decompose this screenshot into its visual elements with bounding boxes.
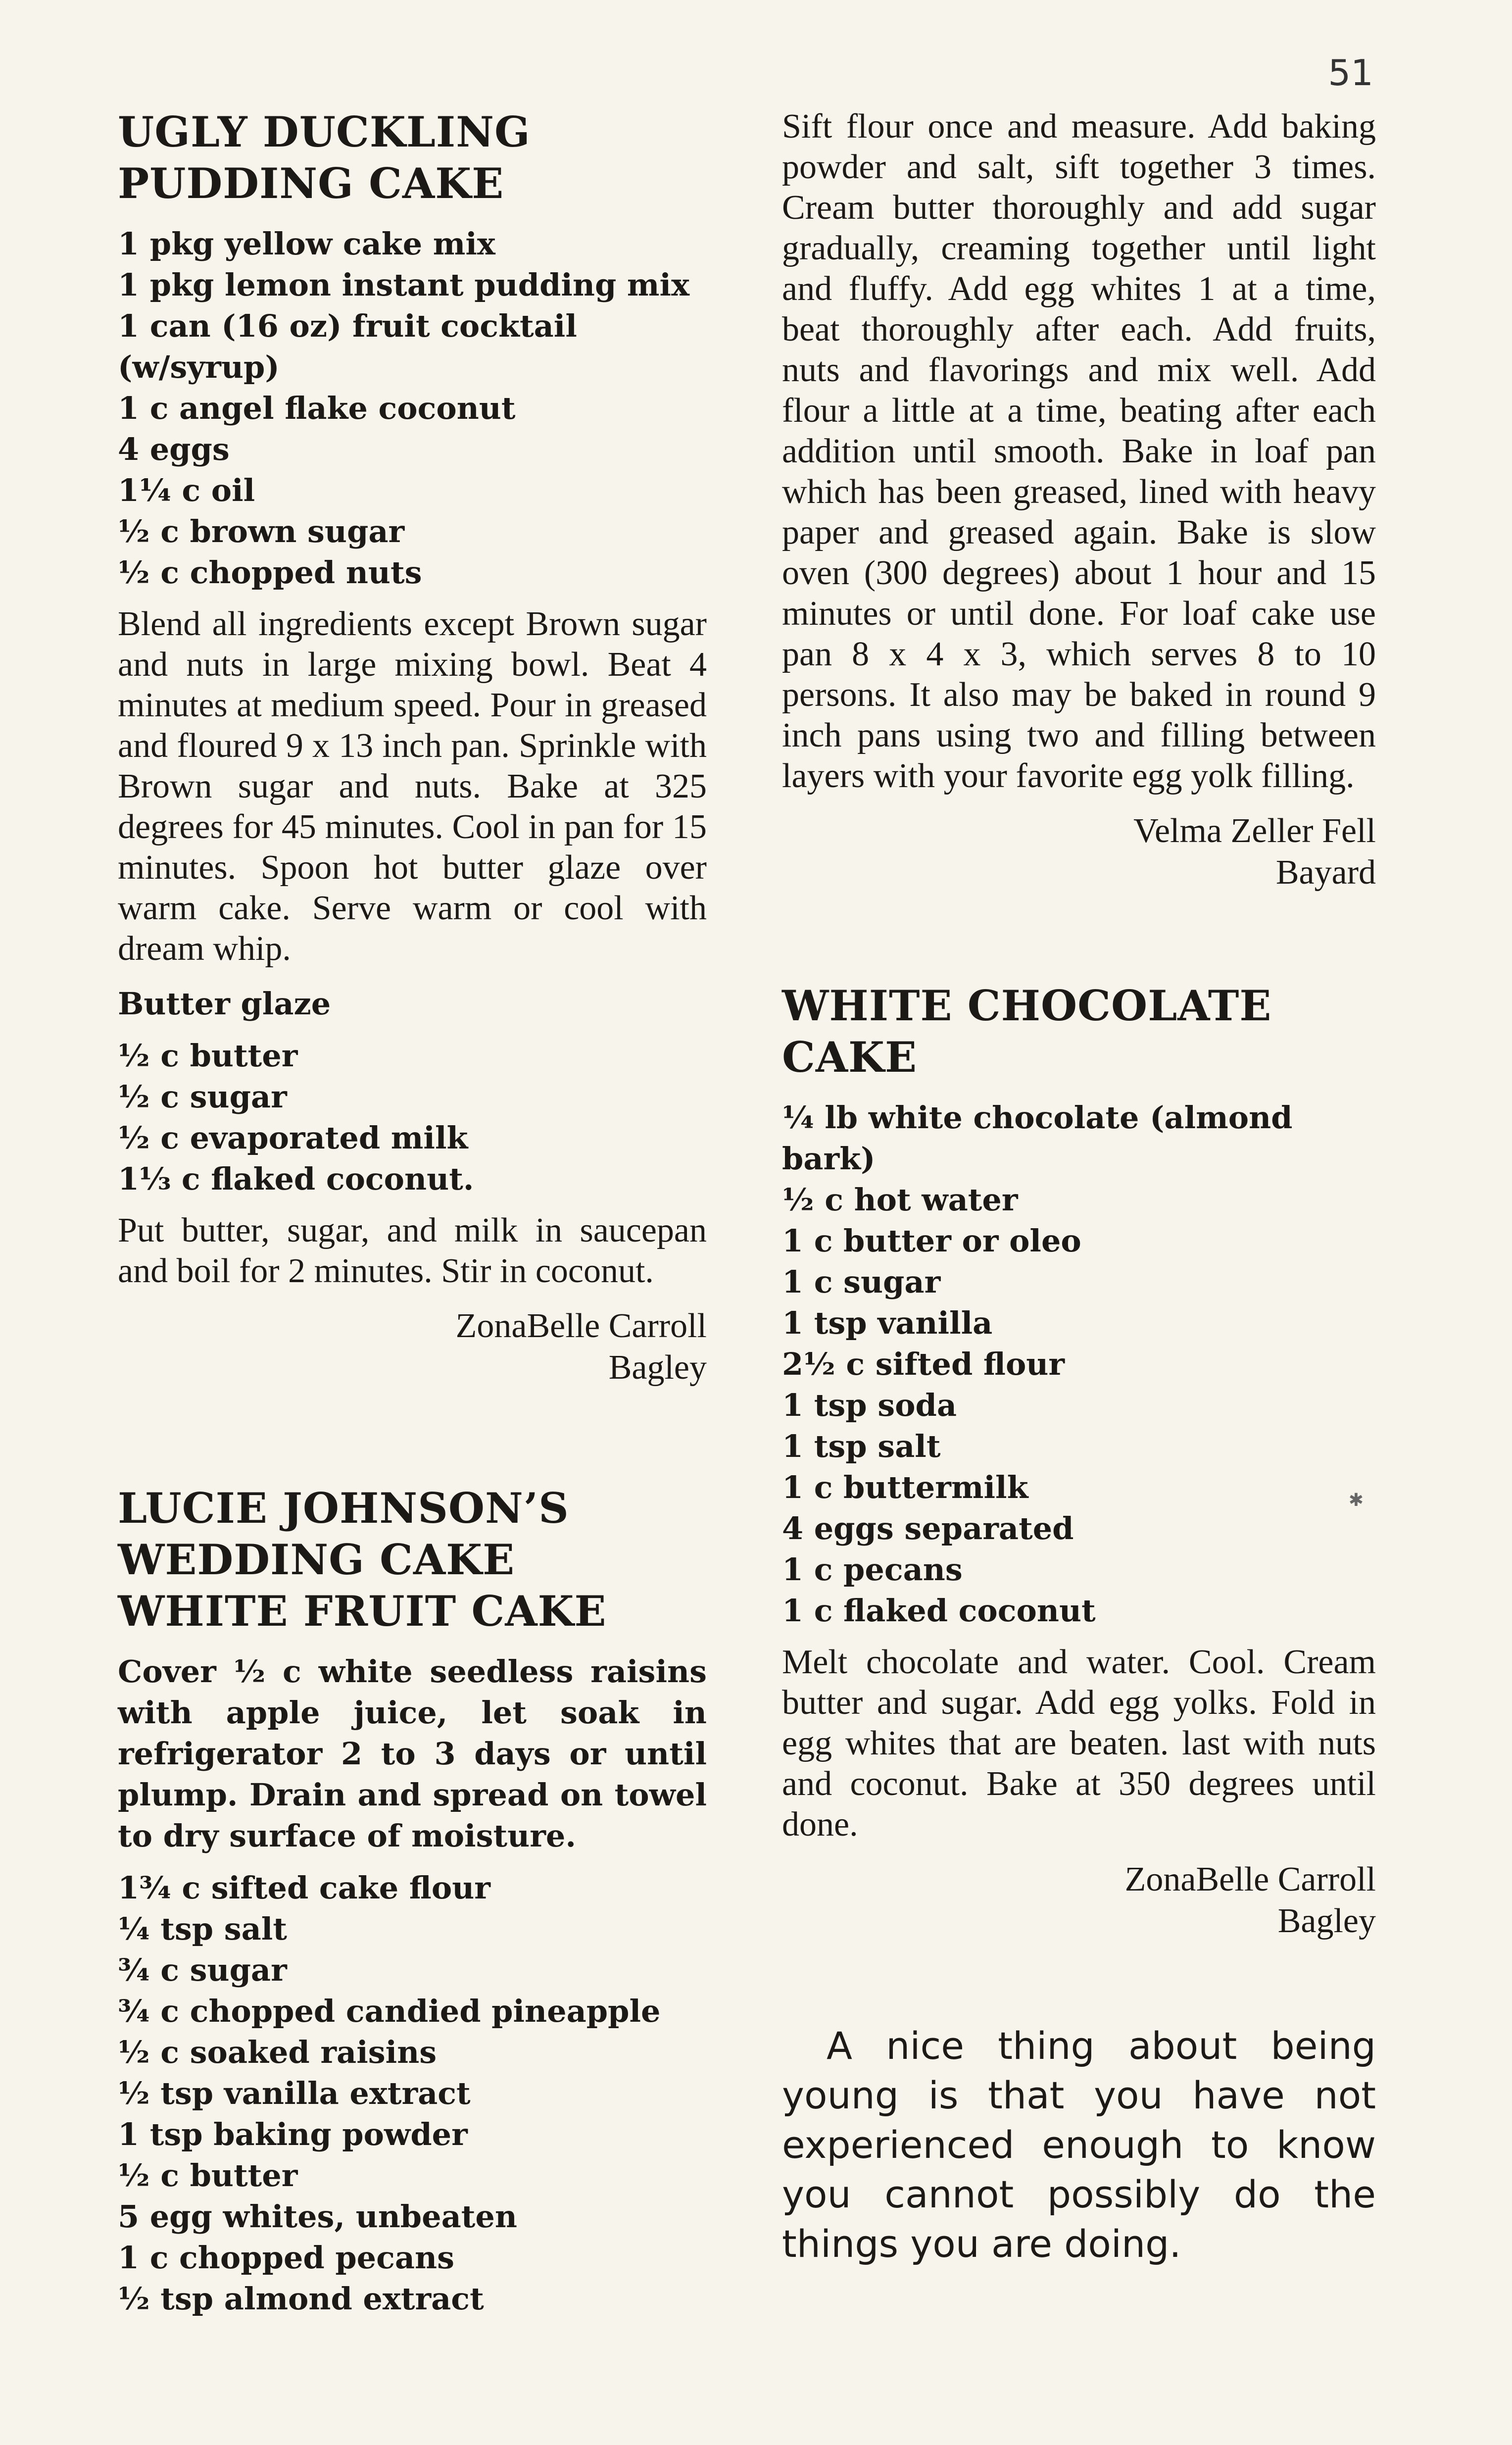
title-line: UGLY DUCKLING [118, 107, 531, 156]
ingredient: 1 can (16 oz) fruit cocktail (w/syrup) [118, 308, 577, 385]
ingredient: ½ c butter [118, 2157, 298, 2194]
glaze-directions: Put butter, sugar, and milk in saucepan and boil for 2 minutes. Stir in coconut. [118, 1211, 707, 1290]
ingredient: 1 pkg lemon instant pudding mix [118, 267, 690, 303]
recipe-author: ZonaBelle Carroll [455, 1307, 707, 1345]
recipe-title [118, 106, 707, 209]
title-line: PUDDING CAKE [118, 159, 504, 208]
ingredient-list [118, 1867, 707, 2319]
ingredient: 1 tsp baking powder [118, 2116, 468, 2152]
ingredient-list [118, 223, 707, 593]
ingredient: 2½ c sifted flour [782, 1346, 1065, 1382]
right-column [782, 106, 1376, 2269]
glaze-ingredient-list [118, 1035, 707, 1199]
ingredient: ½ c hot water [782, 1182, 1018, 1218]
ingredient: 1 pkg yellow cake mix [118, 226, 495, 262]
ingredient: 1 tsp soda [782, 1387, 957, 1423]
recipe-ugly-duckling [118, 106, 707, 1389]
recipe-location: Bagley [608, 1348, 707, 1387]
ingredient: ½ c butter [118, 1038, 298, 1074]
recipe-white-chocolate-cake [782, 980, 1376, 1942]
ingredient: ½ tsp vanilla extract [118, 2075, 471, 2111]
ingredient: ¼ lb white chocolate (almond bark) [782, 1099, 1293, 1177]
ingredient: ¾ c sugar [118, 1952, 287, 1988]
recipe-intro: Cover ½ c white seedless raisins with apple juice, let soak in refrigerator 2 to 3 days or until plump. Drain and spread on towel to dry surface of moisture. [118, 1653, 707, 1854]
ingredient: 1 c pecans [782, 1551, 963, 1588]
ingredient: 1¼ c oil [118, 472, 255, 508]
title-line: WHITE CHOCOLATE [782, 981, 1272, 1030]
filler-quote: A nice thing about being young is that you have not experienced enough to know you cannot possibly do the things you are doing. [782, 2024, 1376, 2266]
title-line: WHITE FRUIT CAKE [118, 1587, 607, 1636]
ingredient: 4 eggs separated [782, 1510, 1074, 1547]
ingredient: 1⅓ c flaked coconut. [118, 1161, 474, 1197]
ingredient: ½ c sugar [118, 1079, 287, 1115]
ingredient: 1 c flaked coconut [782, 1593, 1096, 1629]
recipe-location: Bayard [1275, 853, 1376, 892]
recipe-location: Bagley [1277, 1902, 1376, 1940]
glaze-heading: Butter glaze [118, 986, 331, 1022]
recipe-directions: Melt chocolate and water. Cool. Cream butter and sugar. Add egg yolks. Fold in egg whites that are beaten. last with nuts and coconut. Bake at 350 degrees until done. [782, 1643, 1376, 1844]
ingredient: ¾ c chopped candied pineapple [118, 1993, 661, 2029]
ingredient: ½ c brown sugar [118, 513, 405, 549]
recipe-white-fruit-cake-continued [782, 106, 1376, 894]
ingredient: ½ tsp almond extract [118, 2281, 484, 2317]
page-number: 51 [1328, 52, 1373, 94]
title-line: WEDDING CAKE [118, 1535, 515, 1584]
recipe-white-fruit-cake [118, 1483, 707, 2319]
ingredient: 4 eggs [118, 431, 230, 467]
ingredient-list [782, 1097, 1376, 1631]
ingredient: 5 egg whites, unbeaten [118, 2198, 517, 2235]
recipe-directions: Blend all ingredients except Brown sugar and nuts in large mixing bowl. Beat 4 minutes at medium speed. Pour in greased and floured 9 x 13 inch pan. Sprinkle with Brown sugar and nuts. Bake at 325 degrees for 45 minutes. Cool in pan for 15 minutes. Spoon hot butter glaze over warm cake. Serve warm or cool with dream whip. [118, 605, 707, 968]
recipe-author: ZonaBelle Carroll [1124, 1860, 1376, 1898]
recipe-title [118, 1483, 707, 1637]
ingredient: ¼ tsp salt [118, 1911, 287, 1947]
left-column [118, 106, 707, 2330]
ingredient: ½ c soaked raisins [118, 2034, 437, 2070]
ingredient: 1 c angel flake coconut [118, 390, 516, 426]
ingredient: 1 tsp vanilla [782, 1305, 993, 1341]
ingredient: 1 c chopped pecans [118, 2240, 455, 2276]
ingredient: 1 c sugar [782, 1264, 941, 1300]
ingredient: ½ c evaporated milk [118, 1120, 468, 1156]
recipe-title [782, 980, 1376, 1083]
print-mark-icon: ✱ [1348, 1490, 1364, 1510]
recipe-directions: Sift flour once and measure. Add baking powder and salt, sift together 3 times. Cream butter thoroughly and add sugar gradually, creaming together until light and fluffy. Add egg whites 1 at a time, beat thoroughly after each. Add fruits, nuts and flavorings and mix well. Add flour a little at a time, beating after each addition until smooth. Bake in loaf pan which has been greased, lined with heavy paper and greased again. Bake is slow oven (300 degrees) about 1 hour and 15 minutes or until done. For loaf cake use pan 8 x 4 x 3, which serves 8 to 10 persons. It also may be baked in round 9 inch pans using two and filling between layers with your favorite egg yolk filling. [782, 107, 1376, 795]
title-line: CAKE [782, 1033, 918, 1082]
ingredient: ½ c chopped nuts [118, 554, 422, 591]
ingredient: 1¾ c sifted cake flour [118, 1870, 490, 1906]
ingredient: 1 c butter or oleo [782, 1223, 1081, 1259]
ingredient: 1 tsp salt [782, 1428, 941, 1464]
ingredient: 1 c buttermilk [782, 1469, 1028, 1505]
recipe-author: Velma Zeller Fell [1133, 812, 1376, 850]
title-line: LUCIE JOHNSON’S [118, 1484, 569, 1533]
